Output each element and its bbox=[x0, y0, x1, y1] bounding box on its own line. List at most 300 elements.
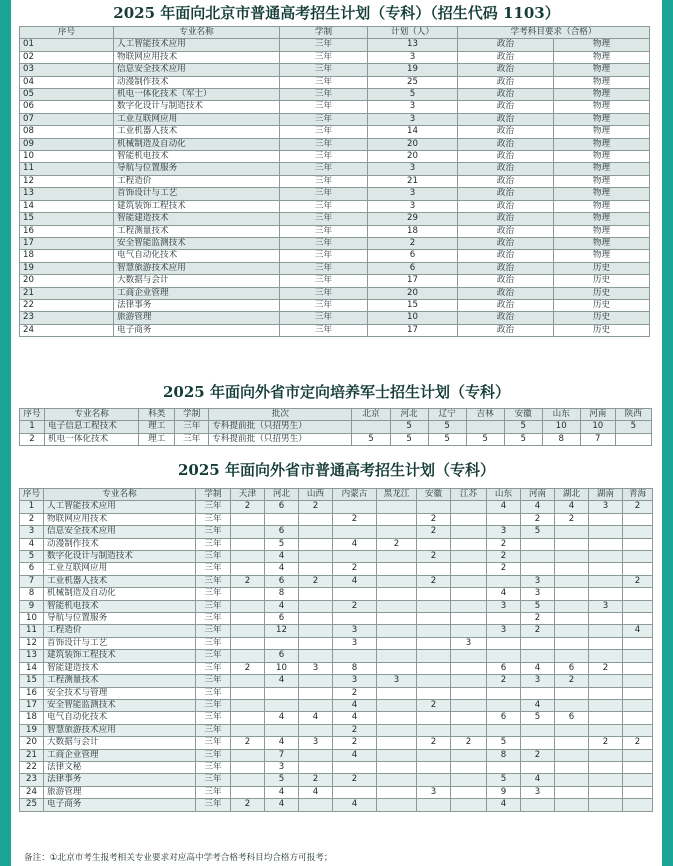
table-row bbox=[20, 538, 653, 550]
table-row bbox=[20, 575, 653, 587]
table-cell: 8 bbox=[265, 588, 299, 600]
table-cell: 29 bbox=[368, 213, 458, 225]
table-cell: 5 bbox=[466, 433, 504, 445]
table-cell bbox=[589, 650, 623, 662]
column-header: 安徽 bbox=[417, 489, 451, 501]
table-cell: 10 bbox=[20, 613, 44, 625]
table-cell bbox=[231, 588, 265, 600]
table-cell: 2 bbox=[555, 675, 589, 687]
table-cell: 旅游管理 bbox=[114, 312, 280, 324]
table-cell bbox=[589, 526, 623, 538]
column-header: 科类 bbox=[139, 409, 175, 421]
column-header: 学制 bbox=[196, 489, 231, 501]
table-cell: 4 bbox=[265, 675, 299, 687]
table-cell: 2 bbox=[333, 600, 377, 612]
table-cell: 2 bbox=[368, 237, 458, 249]
table-cell: 11 bbox=[20, 625, 44, 637]
table-cell: 4 bbox=[265, 737, 299, 749]
table-cell bbox=[487, 650, 521, 662]
table-cell bbox=[589, 774, 623, 786]
table-cell: 智能建造技术 bbox=[44, 662, 196, 674]
table-cell: 三年 bbox=[280, 151, 368, 163]
table-cell bbox=[555, 575, 589, 587]
table-cell bbox=[555, 637, 589, 649]
table-cell: 4 bbox=[265, 551, 299, 563]
table-cell: 三年 bbox=[196, 538, 231, 550]
table-cell bbox=[487, 699, 521, 711]
table-cell: 物理 bbox=[554, 101, 650, 113]
table-cell: 2 bbox=[417, 575, 451, 587]
table-cell: 物理 bbox=[554, 126, 650, 138]
table-cell: 三年 bbox=[280, 101, 368, 113]
column-header: 北京 bbox=[352, 409, 390, 421]
table-cell bbox=[299, 588, 333, 600]
table-row bbox=[20, 613, 653, 625]
table-cell bbox=[589, 799, 623, 811]
table-cell bbox=[589, 699, 623, 711]
table-cell: 三年 bbox=[280, 138, 368, 150]
table-cell: 24 bbox=[20, 324, 114, 336]
table-cell bbox=[333, 761, 377, 773]
column-header: 序号 bbox=[20, 409, 45, 421]
table-cell bbox=[555, 625, 589, 637]
table-cell: 4 bbox=[487, 588, 521, 600]
table-cell: 智能机电技术 bbox=[44, 600, 196, 612]
table-cell: 20 bbox=[368, 151, 458, 163]
table-cell bbox=[417, 563, 451, 575]
table-cell bbox=[377, 513, 417, 525]
table-cell bbox=[417, 538, 451, 550]
table-cell bbox=[451, 538, 487, 550]
table-cell bbox=[417, 774, 451, 786]
table-row bbox=[20, 563, 653, 575]
table-row bbox=[20, 89, 650, 101]
table-cell: 17 bbox=[368, 324, 458, 336]
right-accent-bar bbox=[662, 0, 673, 866]
table-cell bbox=[231, 637, 265, 649]
table-cell: 导航与位置服务 bbox=[114, 163, 280, 175]
table-cell bbox=[451, 675, 487, 687]
table-cell: 三年 bbox=[280, 200, 368, 212]
column-header: 内蒙古 bbox=[333, 489, 377, 501]
table-cell: 物理 bbox=[554, 151, 650, 163]
table-cell: 11 bbox=[20, 163, 114, 175]
table-cell: 18 bbox=[368, 225, 458, 237]
table-cell bbox=[231, 526, 265, 538]
table-row bbox=[20, 737, 653, 749]
table-cell bbox=[231, 600, 265, 612]
table-cell: 2 bbox=[487, 551, 521, 563]
table-row bbox=[20, 675, 653, 687]
table-cell: 4 bbox=[265, 799, 299, 811]
table-cell: 三年 bbox=[280, 175, 368, 187]
table-cell bbox=[451, 563, 487, 575]
table-row bbox=[20, 113, 650, 125]
table-row bbox=[20, 64, 650, 76]
table-cell: 物理 bbox=[554, 200, 650, 212]
table-cell: 5 bbox=[265, 538, 299, 550]
table-cell: 3 bbox=[368, 113, 458, 125]
table-cell bbox=[377, 662, 417, 674]
table-cell: 3 bbox=[299, 662, 333, 674]
table-cell bbox=[299, 513, 333, 525]
table-cell bbox=[377, 637, 417, 649]
table-cell: 2 bbox=[299, 575, 333, 587]
table-cell: 机械制造及自动化 bbox=[114, 138, 280, 150]
table-cell bbox=[377, 699, 417, 711]
table-cell bbox=[623, 749, 653, 761]
table-cell: 3 bbox=[417, 786, 451, 798]
table-cell bbox=[521, 650, 555, 662]
table-cell: 2 bbox=[451, 737, 487, 749]
table-cell bbox=[451, 774, 487, 786]
table-cell bbox=[623, 774, 653, 786]
table-cell: 21 bbox=[20, 287, 114, 299]
section3-title: 2025 年面向外省市普通高考招生计划（专科） bbox=[178, 461, 495, 479]
table-cell: 09 bbox=[20, 138, 114, 150]
table-cell: 政治 bbox=[458, 51, 554, 63]
table-cell: 信息安全技术应用 bbox=[44, 526, 196, 538]
table-cell: 三年 bbox=[196, 761, 231, 773]
table-cell: 5 bbox=[487, 737, 521, 749]
table-cell bbox=[521, 538, 555, 550]
table-row bbox=[20, 175, 650, 187]
table-cell: 政治 bbox=[458, 138, 554, 150]
table-cell bbox=[299, 650, 333, 662]
table-cell: 3 bbox=[368, 188, 458, 200]
table-cell bbox=[231, 761, 265, 773]
table-cell bbox=[451, 588, 487, 600]
table-cell: 三年 bbox=[280, 299, 368, 311]
table-cell: 05 bbox=[20, 89, 114, 101]
table-cell bbox=[417, 724, 451, 736]
table-cell bbox=[231, 687, 265, 699]
table-row bbox=[20, 287, 650, 299]
table-cell: 历史 bbox=[554, 324, 650, 336]
table-cell: 5 bbox=[352, 433, 390, 445]
table-cell: 智慧旅游技术应用 bbox=[114, 262, 280, 274]
table-cell: 3 bbox=[521, 786, 555, 798]
table-cell bbox=[521, 737, 555, 749]
table-cell: 4 bbox=[521, 774, 555, 786]
table-cell: 机械制造及自动化 bbox=[44, 588, 196, 600]
table-row bbox=[20, 799, 653, 811]
table-cell: 3 bbox=[521, 675, 555, 687]
table-cell: 三年 bbox=[196, 526, 231, 538]
table-cell: 政治 bbox=[458, 225, 554, 237]
table-row bbox=[20, 513, 653, 525]
table-cell: 三年 bbox=[175, 433, 209, 445]
table-cell: 建筑装饰工程技术 bbox=[114, 200, 280, 212]
table-row bbox=[20, 101, 650, 113]
table-cell bbox=[377, 724, 417, 736]
table-cell: 7 bbox=[580, 433, 615, 445]
table-cell: 5 bbox=[504, 421, 542, 433]
table-row bbox=[20, 39, 650, 51]
table-cell: 物理 bbox=[554, 225, 650, 237]
table-cell bbox=[231, 749, 265, 761]
table-cell: 智能机电技术 bbox=[114, 151, 280, 163]
table-cell: 2 bbox=[555, 513, 589, 525]
table-cell bbox=[231, 786, 265, 798]
table-cell: 23 bbox=[20, 774, 44, 786]
table-cell: 导航与位置服务 bbox=[44, 613, 196, 625]
table-cell: 三年 bbox=[196, 699, 231, 711]
table-cell bbox=[299, 675, 333, 687]
table-cell bbox=[623, 613, 653, 625]
table-cell bbox=[299, 724, 333, 736]
column-header: 河北 bbox=[265, 489, 299, 501]
table-row bbox=[20, 324, 650, 336]
section1-title: 2025 年面向北京市普通高考招生计划（专科）（招生代码 1103） bbox=[113, 4, 560, 22]
column-header: 陕西 bbox=[615, 409, 651, 421]
table-cell: 历史 bbox=[554, 287, 650, 299]
table-cell: 智能建造技术 bbox=[114, 213, 280, 225]
table-cell: 法律事务 bbox=[44, 774, 196, 786]
table-cell: 19 bbox=[20, 262, 114, 274]
table-cell: 政治 bbox=[458, 324, 554, 336]
table-cell bbox=[487, 687, 521, 699]
table-cell: 三年 bbox=[280, 225, 368, 237]
table-cell: 3 bbox=[333, 637, 377, 649]
table-cell: 政治 bbox=[458, 200, 554, 212]
table-cell: 三年 bbox=[280, 213, 368, 225]
column-header: 河南 bbox=[521, 489, 555, 501]
table-cell bbox=[231, 538, 265, 550]
table-cell: 2 bbox=[623, 737, 653, 749]
table-cell bbox=[589, 613, 623, 625]
table-cell: 19 bbox=[20, 724, 44, 736]
table-cell bbox=[299, 699, 333, 711]
table-cell: 4 bbox=[299, 712, 333, 724]
table-cell: 4 bbox=[487, 501, 521, 513]
table-cell: 2 bbox=[333, 774, 377, 786]
table-cell: 政治 bbox=[458, 299, 554, 311]
table-cell: 政治 bbox=[458, 64, 554, 76]
table-cell: 03 bbox=[20, 64, 114, 76]
table-cell: 14 bbox=[20, 200, 114, 212]
table-cell bbox=[299, 563, 333, 575]
table-cell: 5 bbox=[521, 526, 555, 538]
table-cell: 2 bbox=[521, 749, 555, 761]
section2-title: 2025 年面向外省市定向培养军士招生计划（专科） bbox=[163, 383, 510, 401]
table-cell: 物理 bbox=[554, 213, 650, 225]
table-cell bbox=[623, 699, 653, 711]
table-cell: 3 bbox=[589, 600, 623, 612]
table-cell: 工程测量技术 bbox=[114, 225, 280, 237]
table-cell: 三年 bbox=[280, 324, 368, 336]
table-cell bbox=[299, 526, 333, 538]
table-cell: 法律文秘 bbox=[44, 761, 196, 773]
table-cell bbox=[231, 613, 265, 625]
left-accent-bar bbox=[0, 0, 11, 866]
table-cell bbox=[265, 687, 299, 699]
table-cell bbox=[451, 575, 487, 587]
beijing-plan-table bbox=[19, 26, 650, 337]
table-cell: 6 bbox=[487, 712, 521, 724]
table-cell: 5 bbox=[368, 89, 458, 101]
table-cell: 2 bbox=[487, 538, 521, 550]
table-cell bbox=[417, 625, 451, 637]
table-cell bbox=[555, 687, 589, 699]
table-cell: 8 bbox=[542, 433, 580, 445]
table-row bbox=[20, 433, 652, 445]
table-cell: 6 bbox=[265, 650, 299, 662]
table-cell bbox=[623, 513, 653, 525]
table-cell: 3 bbox=[333, 625, 377, 637]
table-cell bbox=[521, 637, 555, 649]
table-cell bbox=[589, 637, 623, 649]
table-cell bbox=[555, 786, 589, 798]
table-cell bbox=[623, 761, 653, 773]
table-cell: 13 bbox=[20, 650, 44, 662]
column-header: 黑龙江 bbox=[377, 489, 417, 501]
table-cell bbox=[377, 749, 417, 761]
table-cell: 3 bbox=[368, 163, 458, 175]
table-cell: 3 bbox=[265, 761, 299, 773]
table-cell: 3 bbox=[487, 625, 521, 637]
table-cell: 10 bbox=[20, 151, 114, 163]
table-cell: 物理 bbox=[554, 250, 650, 262]
table-cell: 安全技术与管理 bbox=[44, 687, 196, 699]
table-cell: 三年 bbox=[196, 724, 231, 736]
table-cell bbox=[299, 551, 333, 563]
table-cell: 8 bbox=[487, 749, 521, 761]
table-cell: 2 bbox=[333, 513, 377, 525]
column-header: 序号 bbox=[20, 489, 44, 501]
table-cell: 数字化设计与制造技术 bbox=[44, 551, 196, 563]
table-cell: 物理 bbox=[554, 175, 650, 187]
table-cell bbox=[487, 724, 521, 736]
table-cell: 人工智能技术应用 bbox=[114, 39, 280, 51]
table-cell: 工程测量技术 bbox=[44, 675, 196, 687]
table-cell: 12 bbox=[265, 625, 299, 637]
table-row bbox=[20, 275, 650, 287]
table-cell: 20 bbox=[20, 737, 44, 749]
table-cell: 21 bbox=[368, 175, 458, 187]
table-cell: 17 bbox=[20, 699, 44, 711]
table-cell: 政治 bbox=[458, 126, 554, 138]
table-cell: 旅游管理 bbox=[44, 786, 196, 798]
table-cell: 三年 bbox=[280, 64, 368, 76]
table-cell: 01 bbox=[20, 39, 114, 51]
table-cell: 16 bbox=[20, 225, 114, 237]
table-cell bbox=[451, 799, 487, 811]
table-cell: 工程造价 bbox=[114, 175, 280, 187]
table-cell bbox=[487, 613, 521, 625]
table-cell bbox=[377, 687, 417, 699]
table-cell: 信息安全技术应用 bbox=[114, 64, 280, 76]
table-cell: 9 bbox=[20, 600, 44, 612]
table-cell bbox=[231, 675, 265, 687]
table-cell bbox=[377, 526, 417, 538]
table-cell bbox=[333, 526, 377, 538]
table-cell: 4 bbox=[20, 538, 44, 550]
table-cell: 理工 bbox=[139, 421, 175, 433]
table-row bbox=[20, 188, 650, 200]
table-cell: 4 bbox=[333, 712, 377, 724]
column-header: 湖北 bbox=[555, 489, 589, 501]
table-cell bbox=[623, 551, 653, 563]
table-cell: 物理 bbox=[554, 237, 650, 249]
table-cell: 2 bbox=[487, 675, 521, 687]
table-row bbox=[20, 625, 653, 637]
table-cell bbox=[589, 786, 623, 798]
table-cell: 政治 bbox=[458, 287, 554, 299]
table-cell bbox=[589, 761, 623, 773]
table-cell bbox=[451, 699, 487, 711]
table-cell bbox=[377, 600, 417, 612]
table-cell: 物理 bbox=[554, 163, 650, 175]
table-cell: 3 bbox=[487, 600, 521, 612]
table-cell: 8 bbox=[333, 662, 377, 674]
table-cell: 首饰设计与工艺 bbox=[44, 637, 196, 649]
table-cell bbox=[589, 712, 623, 724]
table-cell bbox=[451, 613, 487, 625]
table-cell bbox=[487, 575, 521, 587]
table-cell: 6 bbox=[265, 501, 299, 513]
table-cell bbox=[352, 421, 390, 433]
table-cell: 5 bbox=[20, 551, 44, 563]
table-cell: 大数据与会计 bbox=[44, 737, 196, 749]
table-cell bbox=[589, 575, 623, 587]
table-cell: 2 bbox=[299, 501, 333, 513]
table-cell: 10 bbox=[368, 312, 458, 324]
table-cell: 三年 bbox=[196, 600, 231, 612]
table-cell bbox=[623, 675, 653, 687]
table-cell bbox=[623, 662, 653, 674]
table-cell: 2 bbox=[299, 774, 333, 786]
table-cell bbox=[451, 687, 487, 699]
table-cell: 三年 bbox=[280, 39, 368, 51]
table-cell bbox=[299, 749, 333, 761]
other-province-plan-table bbox=[19, 488, 653, 812]
table-cell bbox=[451, 513, 487, 525]
table-cell bbox=[555, 761, 589, 773]
table-cell bbox=[623, 563, 653, 575]
table-cell: 3 bbox=[368, 200, 458, 212]
table-cell bbox=[555, 600, 589, 612]
table-cell: 5 bbox=[504, 433, 542, 445]
table-cell: 18 bbox=[20, 712, 44, 724]
table-cell bbox=[377, 563, 417, 575]
table-cell: 物理 bbox=[554, 89, 650, 101]
table-cell: 5 bbox=[428, 421, 466, 433]
table-cell bbox=[487, 761, 521, 773]
table-cell: 6 bbox=[265, 526, 299, 538]
table-cell: 17 bbox=[20, 237, 114, 249]
table-cell: 政治 bbox=[458, 89, 554, 101]
table-row bbox=[20, 213, 650, 225]
table-cell bbox=[231, 650, 265, 662]
table-cell: 历史 bbox=[554, 275, 650, 287]
table-cell: 08 bbox=[20, 126, 114, 138]
table-cell: 三年 bbox=[196, 513, 231, 525]
table-cell: 动漫制作技术 bbox=[114, 76, 280, 88]
table-cell bbox=[265, 637, 299, 649]
table-cell bbox=[623, 712, 653, 724]
table-cell bbox=[417, 613, 451, 625]
table-cell bbox=[589, 538, 623, 550]
table-cell: 三年 bbox=[280, 262, 368, 274]
table-cell: 6 bbox=[487, 662, 521, 674]
column-header: 计划（人） bbox=[368, 27, 458, 39]
table-cell: 三年 bbox=[196, 551, 231, 563]
table-cell bbox=[589, 675, 623, 687]
table-row bbox=[20, 761, 653, 773]
table-cell: 大数据与会计 bbox=[114, 275, 280, 287]
table-cell bbox=[417, 662, 451, 674]
